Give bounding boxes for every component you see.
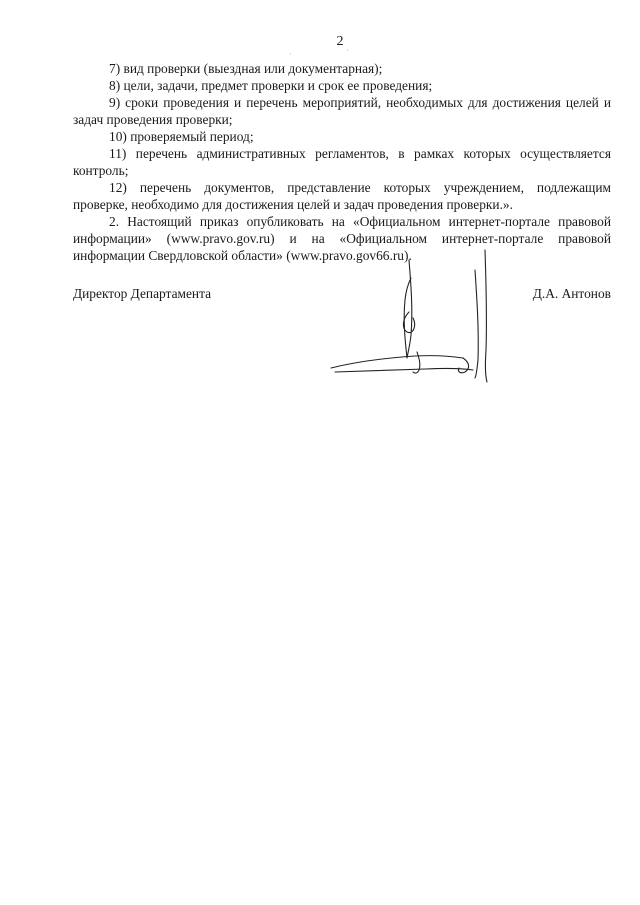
signatory-title: Директор Департамента [73, 286, 212, 301]
paragraph-item-9: 9) сроки проведения и перечень мероприятий, необходимых для достижения целей и задач проведения проверки; [73, 95, 611, 127]
paragraph-item-8: 8) цели, задачи, предмет проверки и срок ее проведения; [109, 78, 433, 93]
document-body [73, 60, 611, 264]
scan-speck: · [289, 50, 292, 59]
scan-speck: · [346, 46, 349, 55]
paragraph-item-11: 11) перечень административных регламентов, в рамках которых осуществляется контроль; [73, 146, 611, 178]
paragraph-publication: 2. Настоящий приказ опубликовать на «Официальном интернет-портале правовой информации» (www.pravo.gov.ru) и на «Официальном интернет-портале правовой информации Свердловской области» (www.pravo.gov66.ru). [73, 214, 611, 263]
paragraph-item-12: 12) перечень документов, представление которых учреждением, подлежащим проверке, необходимо для достижения целей и задач проведения проверки.». [73, 180, 611, 212]
handwritten-signature [325, 240, 495, 390]
paragraph-item-10: 10) проверяемый период; [109, 129, 254, 144]
page-number: 2 [336, 34, 344, 49]
signatory-name: Д.А. Антонов [532, 286, 611, 301]
paragraph-item-7: 7) вид проверки (выездная или документарная); [109, 61, 383, 76]
